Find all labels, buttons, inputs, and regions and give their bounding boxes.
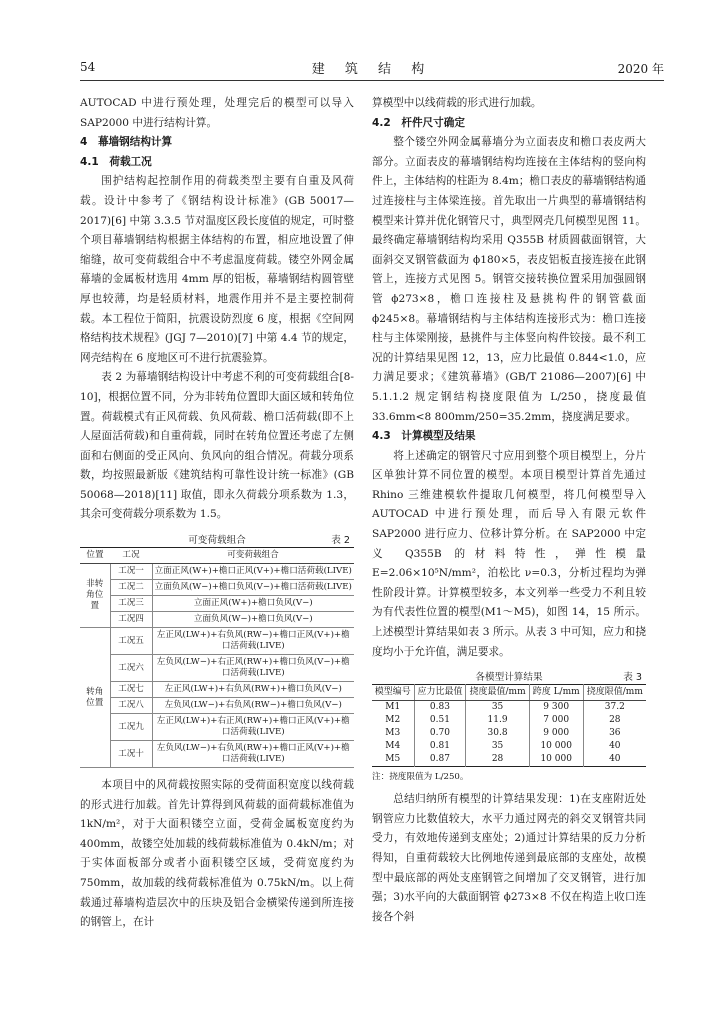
table-cell: 左负风(LW−)+右正风(RW+)+檐口负风(V−)+檐口活荷载(LIVE)	[152, 655, 354, 682]
table-row	[80, 612, 354, 628]
paragraph: 本项目中的风荷载按照实际的受荷面积宽度以线荷载的形式进行加载。首先计算得到风荷载的面荷载标准值为 1kN/m²，对于大面积镂空立面，受荷金属板宽度约为 400mm，故镂空处加载的线荷载标准值为 0.4kN/m；对于实体面板部分或者小面积镂空区域，受荷宽度约为 750mm，故加载的线荷载标准值为 0.75kN/m。以上荷载通过幕墙构造层次中的压块及铝合金横梁传递到所连接的钢管上，在计	[80, 779, 354, 929]
table-cell: 工况十	[110, 741, 152, 768]
table-row	[80, 698, 354, 714]
table-cell: 0.81	[414, 740, 466, 753]
table-cell: 工况七	[110, 682, 152, 698]
table-title: 各模型计算结果	[475, 672, 543, 684]
table-cell: 工况二	[110, 580, 152, 596]
table-cell: 40	[609, 754, 621, 765]
table-cell: 28	[609, 715, 621, 726]
table-caption	[80, 531, 354, 547]
table-title: 可变荷载组合	[188, 535, 246, 547]
issue-year: 2020 年	[617, 62, 664, 76]
table-row	[372, 727, 646, 740]
table-cell: 36	[609, 728, 621, 739]
table-cell: 立面负风(W−)+檐口负风(V−)	[152, 612, 354, 628]
table-row	[80, 628, 354, 655]
table-row	[80, 655, 354, 682]
table-cell: M5	[372, 753, 414, 767]
table-cell: 左正风(LW+)+右正风(RW+)+檐口正风(V+)+檐口活荷载(LIVE)	[152, 714, 354, 741]
table-cell: 工况六	[110, 655, 152, 682]
table-header: 工况	[110, 548, 152, 564]
table-cell: M3	[372, 727, 414, 740]
table-row	[80, 596, 354, 612]
table-cell: 0.70	[414, 727, 466, 740]
table-cell: 工况九	[110, 714, 152, 741]
table-number: 表 3	[623, 672, 642, 684]
table-cell: M2	[372, 714, 414, 727]
paragraph: 总结归纳所有模型的计算结果发现：1)在支座附近处钢管应力比数值较大，水平力通过网壳的斜交叉钢管共同受力，有效地传递到支座处；2)通过计算结果的反力分析得知，自重荷载较大比例地传递到最底部的支座处，故模型中最底部的两处支座钢管之间增加了交叉钢管，进行加强；3)水平向的大截面钢管 ϕ273×8 不仅在构造上收口连接各个斜	[372, 793, 646, 923]
table-cell: 立面负风(W−)+檐口负风(V−)+檐口活荷载(LIVE)	[152, 580, 354, 596]
table-cell: 30.8	[466, 727, 529, 740]
group-cell: 非转角位置	[80, 564, 110, 628]
table-cell: 10 000	[529, 753, 583, 767]
group-cell: 转角位置	[80, 628, 110, 768]
paragraph: 整个镂空外网金属幕墙分为立面表皮和檐口表皮两大部分。立面表皮的幕墙钢结构均连接在主体结构的竖向构件上，主体结构的柱距为 8.4m；檐口表皮的幕墙钢结构通过连接柱与主体梁连接。首先取出一片典型的幕墙钢结构模型来计算并优化钢管尺寸，典型网壳几何模型见图 11。最终确定幕墙钢结构均采用 Q355B 材质圆截面钢管，大面斜交叉钢管截面为 ϕ180×5，表皮铝板直接连接在此钢管上，连接方式见图 5。钢管交接转换位置采用加强圆钢管 ϕ273×8，檐口连接柱及悬挑构件的钢管截面 ϕ245×8。幕墙钢结构与主体结构连接形式为：檐口连接柱与主体梁刚接，悬挑件与主体竖向构件铰接。最不利工况的计算结果见图 12，13，应力比最值 0.844<1.0，应力满足要求；《建筑幕墙》(GB/T 21086—2007)[6] 中 5.1.1.2 规定钢结构挠度限值为 L/250，挠度最值 33.6mm<8 800mm/250=35.2mm，挠度满足要求。	[372, 136, 646, 423]
page-header	[80, 58, 664, 81]
table-cell: 立面正风(W+)+檐口正风(V+)+檐口活荷载(LIVE)	[152, 564, 354, 580]
table-row	[80, 741, 354, 768]
table-row	[80, 714, 354, 741]
table-cell: 左正风(LW+)+右负风(RW+)+檐口负风(V−)	[152, 682, 354, 698]
table-cell: 工况一	[110, 564, 152, 580]
table-header: 应力比最值	[414, 685, 466, 701]
table-row	[80, 564, 354, 580]
paragraph: AUTOCAD 中进行预处理，处理完后的模型可以导入 SAP2000 中进行结构计算。	[80, 97, 354, 129]
table-row	[80, 682, 354, 698]
table-cell: 35	[466, 740, 529, 753]
table-row	[372, 740, 646, 753]
table-cell: 9 000	[529, 727, 583, 740]
table-row	[372, 753, 646, 767]
table-cell: 0.83	[414, 701, 466, 715]
table-cell: 工况五	[110, 628, 152, 655]
table-cell: 0.87	[414, 753, 466, 767]
subsection-heading: 4.3 计算模型及结果	[372, 430, 476, 443]
table-caption	[372, 668, 646, 684]
table-header: 可变荷载组合	[152, 548, 354, 564]
table-cell: 0.51	[414, 714, 466, 727]
table-cell: 37.2	[604, 702, 625, 713]
table-header: 位置	[80, 548, 110, 564]
table-note: 注：挠度限值为 L/250。	[372, 772, 469, 783]
table-header: 模型编号	[372, 685, 414, 701]
load-combination-table	[80, 547, 354, 768]
table-cell: 工况四	[110, 612, 152, 628]
table-header: 挠度限值/mm	[583, 685, 646, 701]
journal-title: 建 筑 结 构	[311, 62, 433, 77]
table-cell: 左负风(LW−)+右负风(RW−)+檐口负风(V−)	[152, 698, 354, 714]
table-cell: M4	[372, 740, 414, 753]
table-header: 跨度 L/mm	[529, 685, 583, 701]
table-row	[80, 580, 354, 596]
table-cell: 11.9	[466, 714, 529, 727]
paragraph: 算模型中以线荷载的形式进行加载。	[372, 97, 542, 109]
table-row	[372, 701, 646, 715]
table-cell: 左正风(LW+)+右负风(RW−)+檐口正风(V+)+檐口活荷载(LIVE)	[152, 628, 354, 655]
table-cell: 7 000	[529, 714, 583, 727]
table-cell: 28	[466, 753, 529, 767]
right-column	[372, 94, 646, 927]
paragraph: 表 2 为幕墙钢结构设计中考虑不利的可变荷载组合[8-10]，根据位置不同，分为非转角位置即大面区域和转角位置。荷载模式有正风荷载、负风荷载、檐口活荷载(即不上人屋面活荷载)和自重荷载，同时在转角位置还考虑了左侧面和右侧面的受正风向、负风向的组合情况。荷载分项系数，均按照最新版《建筑结构可靠性设计统一标准》(GB 50068—2018)[11] 取值，即永久荷载分项系数为 1.3，其余可变荷载分项系数为 1.5。	[80, 371, 354, 521]
table-cell: 左负风(LW−)+右负风(RW+)+檐口正风(V+)+檐口活荷载(LIVE)	[152, 741, 354, 768]
table-cell: 工况八	[110, 698, 152, 714]
paragraph: 将上述确定的钢管尺寸应用到整个项目模型上，分片区单独计算不同位置的模型。本项目模型计算首先通过 Rhino 三维建模软件提取几何模型，将几何模型导入 AUTOCAD 中进行预处理，而后导入有限元软件 SAP2000 进行应力、位移计算分析。在 SAP2000 中定义 Q355B 的材料特性，弹性模量 E=2.06×10⁵N/mm²，泊松比 ν=0.3，分析过程均为弹性阶段计算。计算模型较多，本文列举一些受力不利且较为有代表性位置的模型(M1～M5)，如图 14，15 所示。上述模型计算结果如表 3 所示。从表 3 中可知，应力和挠度均小于允许值，满足要求。	[372, 449, 646, 658]
model-results-table	[372, 684, 646, 767]
subsection-heading: 4.2 杆件尺寸确定	[372, 116, 465, 129]
table-cell: 立面正风(W+)+檐口负风(V−)	[152, 596, 354, 612]
table-cell: 10 000	[529, 740, 583, 753]
table-header: 挠度最值/mm	[466, 685, 529, 701]
table-cell: 35	[466, 701, 529, 715]
page-number: 54	[80, 60, 96, 74]
table-number: 表 2	[331, 535, 350, 547]
table-cell: 9 300	[529, 701, 583, 715]
table-cell: 工况三	[110, 596, 152, 612]
subsection-heading: 4.1 荷载工况	[80, 155, 152, 168]
table-cell: 40	[609, 741, 621, 752]
table-cell: M1	[372, 701, 414, 715]
section-heading: 4 幕墙钢结构计算	[80, 136, 173, 149]
table-row	[372, 714, 646, 727]
left-column	[80, 94, 354, 933]
paragraph: 围护结构起控制作用的荷载类型主要有自重及风荷载。设计中参考了《钢结构设计标准》(GB 50017—2017)[6] 中第 3.3.5 节对温度区段长度值的规定，可时整个项目幕墙钢结构根据主体结构的布置，相应地设置了伸缩缝，故可变荷载组合中不考虑温度荷载。镂空外网金属幕墙的金属板材选用 4mm 厚的铝板，幕墙钢结构圆管壁厚也较薄，均是轻质材料，地震作用并不是主要控制荷载。本工程位于简阳，抗震设防烈度 6 度，根据《空间网格结构技术规程》(JGJ 7—2010)[7] 中第 4.4 节的规定，网壳结构在 6 度地区可不进行抗震验算。	[80, 175, 354, 364]
